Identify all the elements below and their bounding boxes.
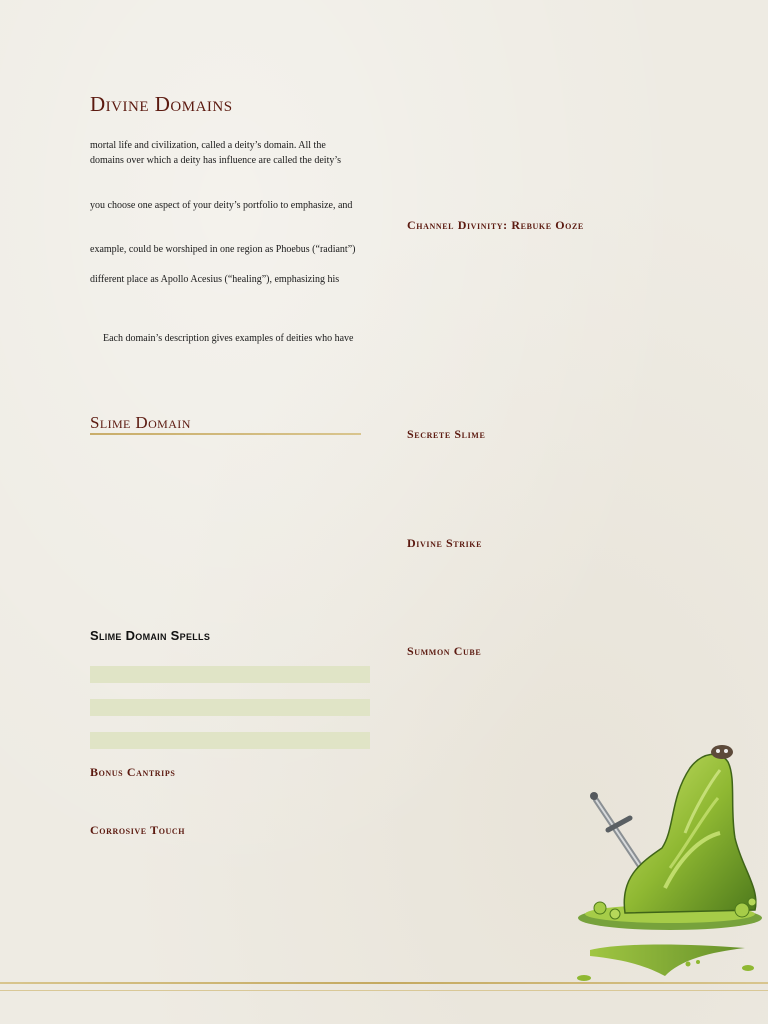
channel-divinity-heading: Channel Divinity: Rebuke Ooze (407, 218, 584, 232)
heading-underline (90, 433, 361, 435)
secrete-slime-heading: Secrete Slime (407, 427, 486, 441)
intro-line: mortal life and civilization, called a deity’s domain. All the (90, 140, 326, 151)
summon-cube-heading: Summon Cube (407, 644, 482, 658)
page-title: Divine Domains (90, 92, 233, 116)
slime-domain-heading: Slime Domain (90, 413, 191, 432)
bonus-cantrips-heading: Bonus Cantrips (90, 765, 176, 779)
intro-line: Each domain’s description gives examples of deities who have (103, 333, 354, 344)
intro-line: example, could be worshiped in one region as Phoebus (“radiant”) (90, 244, 356, 255)
table-row (90, 732, 370, 749)
table-row (90, 666, 370, 683)
footer-rule (0, 982, 768, 984)
intro-line: different place as Apollo Acesius (“healing”), emphasizing his (90, 274, 340, 285)
divine-strike-heading: Divine Strike (407, 536, 483, 550)
intro-line: you choose one aspect of your deity’s portfolio to emphasize, and (90, 200, 353, 211)
slime-ooze-with-sword-icon (570, 738, 765, 988)
intro-line: domains over which a deity has influence are called the deity’s (90, 155, 342, 166)
spells-table-title: Slime Domain Spells (90, 628, 211, 643)
table-row (90, 699, 370, 716)
footer-rule (0, 990, 768, 991)
corrosive-touch-heading: Corrosive Touch (90, 823, 186, 837)
